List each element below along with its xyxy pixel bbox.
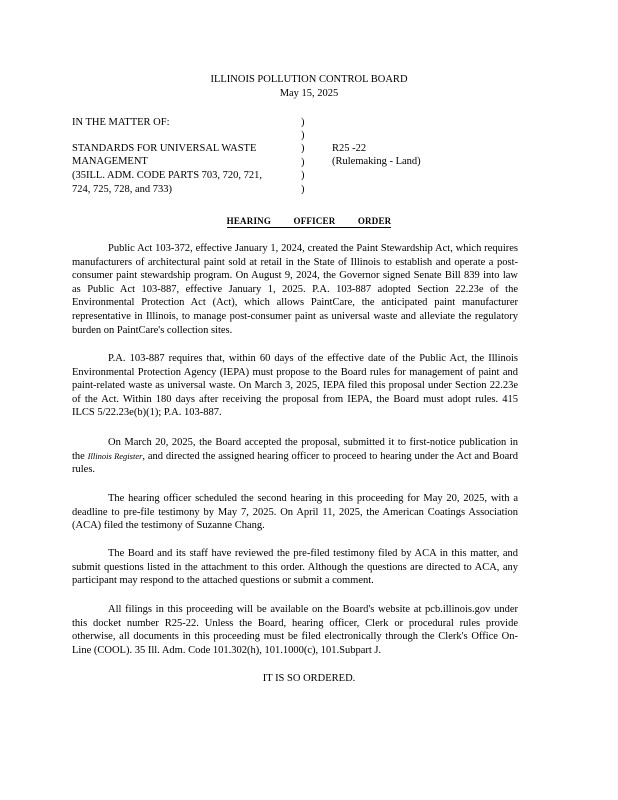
paragraph-5: The Board and its staff have reviewed the pre-filed testimony filed by ACA in this matter, and submit questions listed in the attachment to this order. Although the questions are directed to ACA, any participant may respond to the attached questions or submit a comment. <box>72 548 518 587</box>
caption-paren: ) <box>301 170 305 181</box>
order-date: May 15, 2025 <box>279 88 339 99</box>
rulemaking-type: (Rulemaking - Land) <box>332 156 421 167</box>
caption-paren: ) <box>301 184 305 195</box>
caption-line: 724, 725, 728, and 733) <box>72 184 173 195</box>
order-title: HEARING OFFICER ORDER <box>226 216 392 226</box>
caption-line: IN THE MATTER OF: <box>72 117 170 128</box>
caption-paren: ) <box>301 130 305 141</box>
caption-paren: ) <box>301 143 305 154</box>
agency-name: ILLINOIS POLLUTION CONTROL BOARD <box>210 74 408 85</box>
register-title: Illinois Register <box>87 450 143 461</box>
paragraph-3: On March 20, 2025, the Board accepted the proposal, submitted it to first-notice publication in the Illinois Register, and directed the assigned hearing officer to proceed to hearing under the Act and Board rules. <box>72 437 518 476</box>
caption-line: (35ILL. ADM. CODE PARTS 703, 720, 721, <box>72 170 263 181</box>
paragraph-4: The hearing officer scheduled the second hearing in this proceeding for May 20, 2025, with a deadline to pre-file testimony by May 7, 2025. On April 11, 2025, the American Coatings Association (ACA) filed the testimony of Suzanne Chang. <box>72 493 518 532</box>
paragraph-6: All filings in this proceeding will be available on the Board's website at pcb.illinois.gov under this docket number R25-22. Unless the Board, hearing officer, Clerk or procedural rules provide otherwise, all documents in this proceeding must be filed electronically through the Clerk's Office On-Line (COOL). 35 Ill. Adm. Code 101.302(h), 101.1000(c), 101.Subpart J. <box>72 604 518 656</box>
paragraph-2: P.A. 103-887 requires that, within 60 days of the effective date of the Public Act, the Illinois Environmental Protection Agency (IEPA) must propose to the Board rules for management of paint and paint-related waste as universal waste. On March 3, 2025, IEPA filed this proposal under Section 22.23e of the Act. Within 180 days after receiving the proposal from IEPA, the Board must adopt rules. 415 ILCS 5/22.23e(b)(1); P.A. 103-887. <box>72 353 518 419</box>
caption-paren: ) <box>301 157 305 168</box>
caption-paren: ) <box>301 117 305 128</box>
caption-line: STANDARDS FOR UNIVERSAL WASTE <box>72 143 257 154</box>
paragraph-1: Public Act 103-372, effective January 1, 2024, created the Paint Stewardship Act, which requires manufacturers of architectural paint sold at retail in the State of Illinois to establish and operate a post-consumer paint stewardship program. On August 9, 2024, the Governor signed Senate Bill 839 into law as Public Act 103-887, effective January 1, 2025. P.A. 103-887 adopted Section 22.23e of the Environmental Protection Act (Act), which allows PaintCare, the anticipated paint manufacturer representative in Illinois, to manage post-consumer paint as universal waste and alleviate the regulatory burden on PaintCare's collection sites. <box>72 243 518 336</box>
caption-line: MANAGEMENT <box>72 156 148 167</box>
closing-statement: IT IS SO ORDERED. <box>262 673 356 684</box>
docket-number: R25 -22 <box>332 143 367 154</box>
